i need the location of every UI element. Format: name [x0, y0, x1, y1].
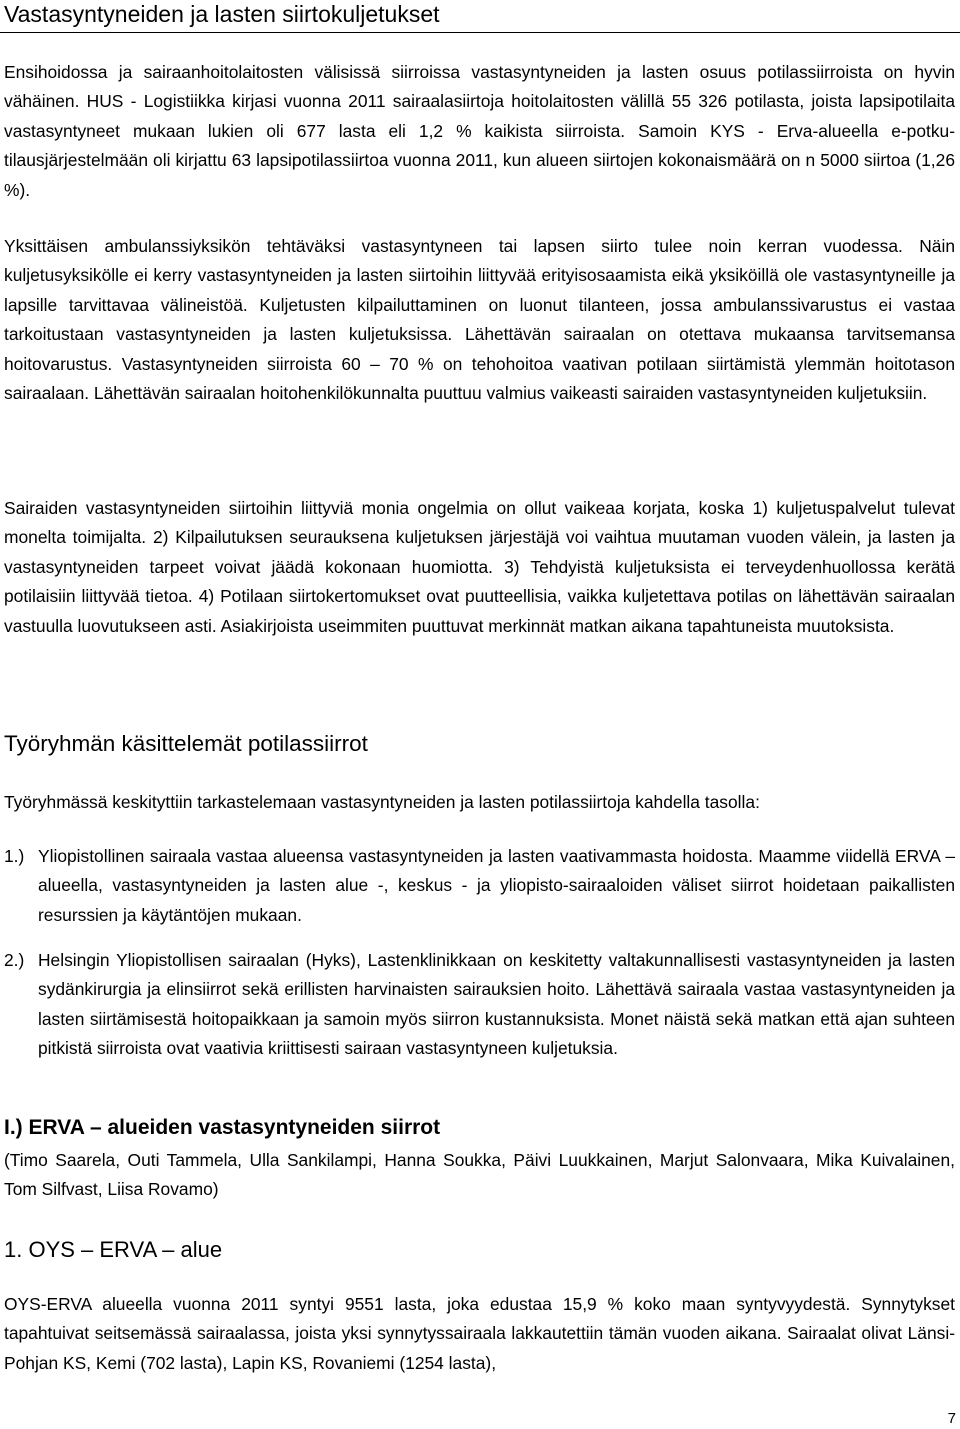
section-heading-working-group: Työryhmän käsittelemät potilassiirrot — [4, 731, 368, 756]
page-number: 7 — [947, 1410, 956, 1427]
list-item-number: 2.) — [4, 950, 25, 970]
paragraph-working-group-intro: Työryhmässä keskityttiin tarkastelemaan vastasyntyneiden ja lasten potilassiirtoja kahdella tasolla: — [4, 792, 760, 812]
subsection-heading-oys: 1. OYS – ERVA – alue — [4, 1237, 223, 1262]
paragraph-oys-erva: OYS-ERVA alueella vuonna 2011 syntyi 9551 lasta, joka edustaa 15,9 % koko maan syntyvyydestä. Synnytykset tapahtuivat seitsemässä sairaalassa, joista yksi synnytyssairaala lakkautettiin tämän vuoden aikana. Sairaalat olivat Länsi-Pohjan KS, Kemi (702 lasta), Lapin KS, Rovaniemi (1254 lasta), — [4, 1294, 955, 1373]
list-item-number: 1.) — [4, 846, 25, 866]
section-heading-erva — [4, 1114, 955, 1142]
list-item-text: Helsingin Yliopistollisen sairaalan (Hyks), Lastenklinikkaan on keskitetty valtakunnallisesti vastasyntyneiden ja lasten sydänkirurgia ja elinsiirrot sekä erillisten harvinaisten sairauksien hoito. Lähettävä sairaala vastaa vastasyntyneiden ja lasten siirtämisestä hoitopaikkaan ja samoin myös siirron kustannuksista. Monet näistä sekä matkan että ajan suhteen pitkistä siirroista ovat vaativia kriittisesti sairaan vastasyntyneen kuljetuksia. — [38, 950, 955, 1059]
list-item — [4, 842, 955, 930]
section-number: I.) — [4, 1116, 23, 1139]
list-item — [4, 946, 955, 1064]
paragraph-intro-transfers: Ensihoidossa ja sairaanhoitolaitosten välisissä siirroissa vastasyntyneiden ja lasten osuus potilassiirroista on hyvin vähäinen. HUS - Logistiikka kirjasi vuonna 2011 sairaalasiirtoja hoitolaitosten välillä 55 326 potilasta, joista lapsipotilaita vastasyntyneet mukaan lukien oli 677 lasta eli 1,2 % kaikista siirroista. Samoin KYS - Erva-alueella e-potku-tilausjärjestelmään oli kirjattu 63 lapsipotilassiirtoa vuonna 2011, kun alueen siirtojen kokonaismäärä on n 5000 siirtoa (1,26 %). — [4, 62, 955, 200]
paragraph-problems: Sairaiden vastasyntyneiden siirtoihin liittyviä monia ongelmia on ollut vaikeaa korjata, koska 1) kuljetuspalvelut tulevat monelta toimijalta. 2) Kilpailutuksen seurauksena kuljetuksen järjestäjä voi vaihtua muutaman vuoden välein, ja lasten ja vastasyntyneiden tarpeet voivat jäädä kokonaan huomiotta. 3) Tehdyistä kuljetuksista ei terveydenhuollossa kerätä potilaisiin liittyvää tietoa. 4) Potilaan siirtokertomukset ovat puutteellisia, vaikka kuljetettava potilas on lähettävän sairaalan vastuulla luovutukseen asti. Asiakirjoista useimmiten puuttuvat merkinnät matkan aikana tapahtuneista muutoksista. — [4, 498, 955, 636]
list-item-text: Yliopistollinen sairaala vastaa alueensa vastasyntyneiden ja lasten vaativammasta hoidosta. Maamme viidellä ERVA – alueella, vastasyntyneiden ja lasten alue -, keskus - ja yliopisto-sairaaloiden väliset siirrot hoidetaan paikallisten resurssien ja käytäntöjen mukaan. — [38, 846, 955, 925]
page-heading: Vastasyntyneiden ja lasten siirtokuljetukset — [4, 1, 440, 27]
authors-list: (Timo Saarela, Outi Tammela, Ulla Sankilampi, Hanna Soukka, Päivi Luukkainen, Marjut Salonvaara, Mika Kuivalainen, Tom Silfvast, Liisa Rovamo) — [4, 1150, 955, 1200]
section-title: ERVA – alueiden vastasyntyneiden siirrot — [28, 1116, 441, 1139]
paragraph-ambulance-units: Yksittäisen ambulanssiyksikön tehtäväksi vastasyntyneen tai lapsen siirto tulee noin kerran vuodessa. Näin kuljetusyksikölle ei kerry vastasyntyneiden ja lasten siirtoihin liittyvää erityisosaamista eikä yksiköillä ole vastasyntyneille ja lapsille tarvittavaa välineistöä. Kuljetusten kilpailuttaminen on luonut tilanteen, jossa ambulanssivarustus ei vastaa tarkoitustaan vastasyntyneiden ja lasten kuljetuksissa. Lähettävän sairaalan on otettava mukaansa tarvitsemansa hoitovarustus. Vastasyntyneiden siirroista 60 – 70 % on tehohoitoa vaativan potilaan siirtämistä ylemmän hoitotason sairaalaan. Lähettävän sairaalan hoitohenkilökunnalta puuttuu valmius vaikeasti sairaiden vastasyntyneiden kuljetuksiin. — [4, 236, 955, 404]
heading-underline — [0, 32, 960, 33]
